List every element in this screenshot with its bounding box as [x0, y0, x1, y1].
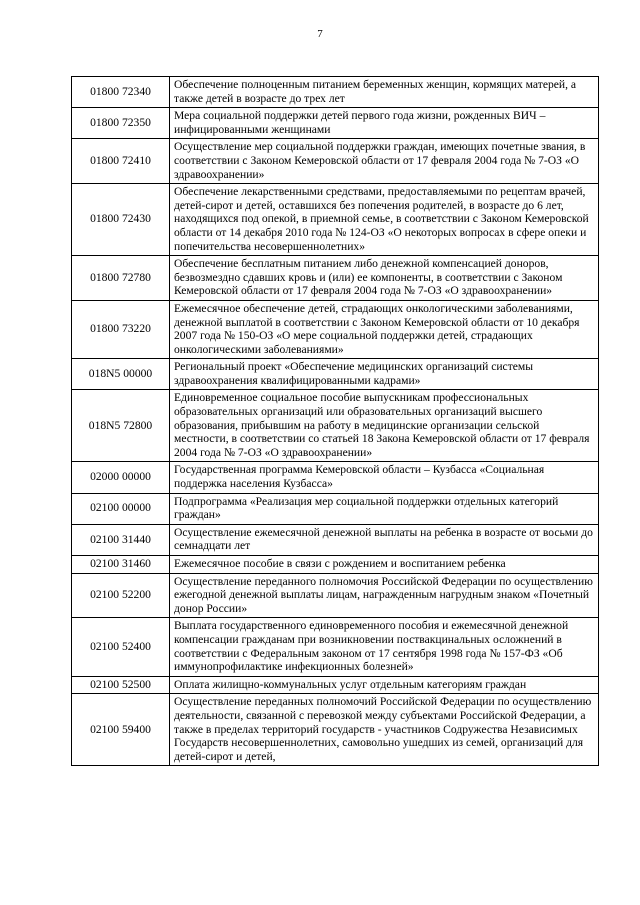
table-row: [72, 359, 599, 390]
expense-description: Региональный проект «Обеспечение медицинских организаций системы здравоохранения квалифицированными кадрами»: [170, 359, 599, 390]
table-row: [72, 300, 599, 358]
expense-description: Осуществление переданного полномочия Российской Федерации по осуществлению ежегодной денежной выплаты лицам, награжденным нагрудным знаком «Почетный донор России»: [170, 573, 599, 618]
table-row: [72, 108, 599, 139]
expense-description: Осуществление переданных полномочий Российской Федерации по осуществлению деятельности, связанной с перевозкой между субъектами Российской Федерации, а также в пределах территорий государств - участников Содружества Независимых Государств несовершеннолетних, самовольно ушедших из семей, организаций для детей-сирот и детей,: [170, 694, 599, 766]
expense-description: Подпрограмма «Реализация мер социальной поддержки отдельных категорий граждан»: [170, 493, 599, 524]
target-article-code: 018N5 72800: [72, 390, 170, 462]
table-row: [72, 618, 599, 676]
target-article-code: 01800 72350: [72, 108, 170, 139]
target-article-code: 02100 52500: [72, 676, 170, 694]
table-row: [72, 77, 599, 108]
expense-description: Ежемесячное пособие в связи с рождением и воспитанием ребенка: [170, 556, 599, 574]
target-article-code: 01800 72780: [72, 256, 170, 301]
target-article-code: 01800 73220: [72, 300, 170, 358]
table-row: [72, 556, 599, 574]
table-row: [72, 184, 599, 256]
expense-description: Осуществление ежемесячной денежной выплаты на ребенка в возрасте от восьми до семнадцати лет: [170, 524, 599, 555]
table-row: [72, 390, 599, 462]
target-article-code: 01800 72410: [72, 139, 170, 184]
target-article-code: 02100 52400: [72, 618, 170, 676]
table-row: [72, 256, 599, 301]
table-row: [72, 493, 599, 524]
expense-description: Мера социальной поддержки детей первого года жизни, рожденных ВИЧ – инфицированными женщинами: [170, 108, 599, 139]
target-article-code: 02100 52200: [72, 573, 170, 618]
table-body: [72, 77, 599, 766]
target-article-code: 02100 00000: [72, 493, 170, 524]
expense-description: Единовременное социальное пособие выпускникам профессиональных образовательных организаций или образовательных организаций высшего образования, прибывшим на работу в медицинские организации сельской местности, в соответствии со статьей 18 Закона Кемеровской области от 17 февраля 2004 года № 7-ОЗ «О здравоохранении»: [170, 390, 599, 462]
table-row: [72, 462, 599, 493]
expense-description: Осуществление мер социальной поддержки граждан, имеющих почетные звания, в соответствии с Законом Кемеровской области от 17 февраля 2004 года № 7-ОЗ «О здравоохранении»: [170, 139, 599, 184]
target-article-code: 02000 00000: [72, 462, 170, 493]
expense-description: Обеспечение бесплатным питанием либо денежной компенсацией доноров, безвозмездно сдавших кровь и (или) ее компоненты, в соответствии с Законом Кемеровской области от 17 февраля 2004 года № 7-ОЗ «О здравоохранении»: [170, 256, 599, 301]
target-article-code: 02100 31440: [72, 524, 170, 555]
target-article-code: 02100 59400: [72, 694, 170, 766]
expense-description: Обеспечение лекарственными средствами, предоставляемыми по рецептам врачей, детей-сирот и детей, оставшихся без попечения родителей, в возрасте до 6 лет, находящихся под опекой, в приемной семье, в соответствии с Законом Кемеровской области от 14 декабря 2010 года № 124-ОЗ «О некоторых вопросах в сфере опеки и попечительства несовершеннолетних»: [170, 184, 599, 256]
expense-description: Выплата государственного единовременного пособия и ежемесячной денежной компенсации гражданам при возникновении поствакцинальных осложнений в соответствии с Федеральным законом от 17 сентября 1998 года № 157-ФЗ «Об иммунопрофилактике инфекционных болезней»: [170, 618, 599, 676]
expense-description: Обеспечение полноценным питанием беременных женщин, кормящих матерей, а также детей в возрасте до трех лет: [170, 77, 599, 108]
target-article-code: 01800 72340: [72, 77, 170, 108]
table-row: [72, 694, 599, 766]
expense-description: Ежемесячное обеспечение детей, страдающих онкологическими заболеваниями, денежной выплатой в соответствии с Законом Кемеровской области от 10 декабря 2007 года № 150-ОЗ «О мере социальной поддержки детей, страдающих онкологическими заболеваниями»: [170, 300, 599, 358]
page-number: 7: [317, 28, 323, 40]
table-row: [72, 524, 599, 555]
table-row: [72, 676, 599, 694]
target-article-code: 018N5 00000: [72, 359, 170, 390]
table-row: [72, 139, 599, 184]
expense-description: Оплата жилищно-коммунальных услуг отдельным категориям граждан: [170, 676, 599, 694]
target-article-code: 02100 31460: [72, 556, 170, 574]
expense-description: Государственная программа Кемеровской области – Кузбасса «Социальная поддержка населения Кузбасса»: [170, 462, 599, 493]
table-row: [72, 573, 599, 618]
budget-classification-table: [71, 76, 599, 766]
target-article-code: 01800 72430: [72, 184, 170, 256]
